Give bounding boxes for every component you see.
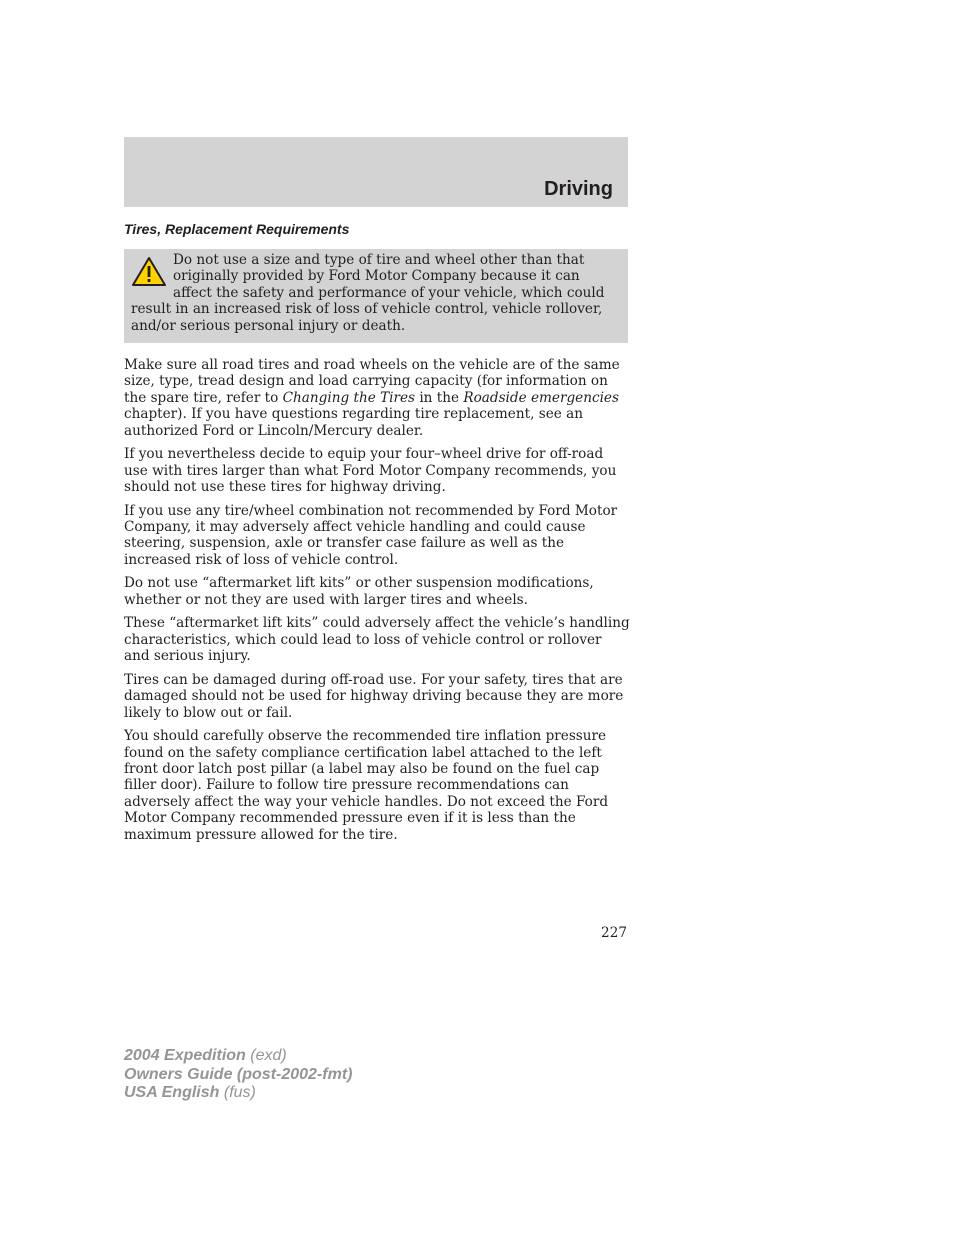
document-footer xyxy=(124,1047,352,1103)
paragraph-1-text-c: in the xyxy=(415,389,464,406)
paragraph-1-text-e: chapter). If you have questions regarding tire replacement, see an authorized Ford or Lincoln/Mercury dealer. xyxy=(124,406,583,439)
paragraph-5: These “aftermarket lift kits” could adversely affect the vehicle’s handling characteristics, which could lead to loss of vehicle control or rollover and serious injury. xyxy=(124,615,630,665)
chapter-title: Driving xyxy=(544,178,613,200)
changing-the-tires-reference: Changing the Tires xyxy=(282,389,416,406)
warning-box xyxy=(124,249,628,343)
paragraph-6: Tires can be damaged during off-road use. For your safety, tires that are damaged should not be used for highway driving because they are more likely to blow out or fail. xyxy=(124,671,624,721)
footer-model: 2004 Expedition xyxy=(124,1047,246,1064)
footer-line-1 xyxy=(124,1047,352,1066)
body-text xyxy=(124,357,630,850)
footer-model-code: (exd) xyxy=(245,1047,287,1064)
paragraph-7: You should carefully observe the recommended tire inflation pressure found on the safety compliance certification label attached to the left front door latch post pillar (a label may also be found on the fuel cap filler door). Failure to follow tire pressure recommendations can adversely affect the way your vehicle handles. Do not exceed the Ford Motor Company recommended pressure even if it is less than the maximum pressure allowed for the tire. xyxy=(124,728,609,843)
footer-line-2 xyxy=(124,1066,352,1085)
chapter-header-band xyxy=(124,137,628,207)
footer-language: USA English xyxy=(124,1084,220,1101)
page-number: 227 xyxy=(601,925,627,941)
paragraph-3: If you use any tire/wheel combination not recommended by Ford Motor Company, it may adversely affect vehicle handling and could cause steering, suspension, axle or transfer case failure as well as the increased risk of loss of vehicle control. xyxy=(124,502,618,568)
footer-guide: Owners Guide (post-2002-fmt) xyxy=(124,1065,353,1083)
paragraph-1 xyxy=(124,357,630,439)
roadside-emergencies-reference: Roadside emergencies xyxy=(463,389,619,406)
paragraph-4: Do not use “aftermarket lift kits” or other suspension modifications, whether or not they are used with larger tires and wheels. xyxy=(124,575,594,608)
paragraph-1-text-a: Make sure all road tires and road wheels on the vehicle are of the same size, type, tread design and load carrying capacity (for information on the spare tire, refer to xyxy=(124,357,620,406)
footer-line-3 xyxy=(124,1084,352,1103)
paragraph-2: If you nevertheless decide to equip your four–wheel drive for off-road use with tires larger than what Ford Motor Company recommends, you should not use these tires for highway driving. xyxy=(124,446,617,496)
warning-triangle-icon xyxy=(131,256,167,288)
footer-language-code: (fus) xyxy=(219,1084,256,1101)
section-title: Tires, Replacement Requirements xyxy=(124,221,350,237)
warning-text: Do not use a size and type of tire and wheel other than that originally provided by Ford Motor Company because it can affect the safety and performance of your vehicle, which could result in an increased risk of loss of vehicle control, vehicle rollover, and/or serious personal injury or death. xyxy=(131,252,605,334)
